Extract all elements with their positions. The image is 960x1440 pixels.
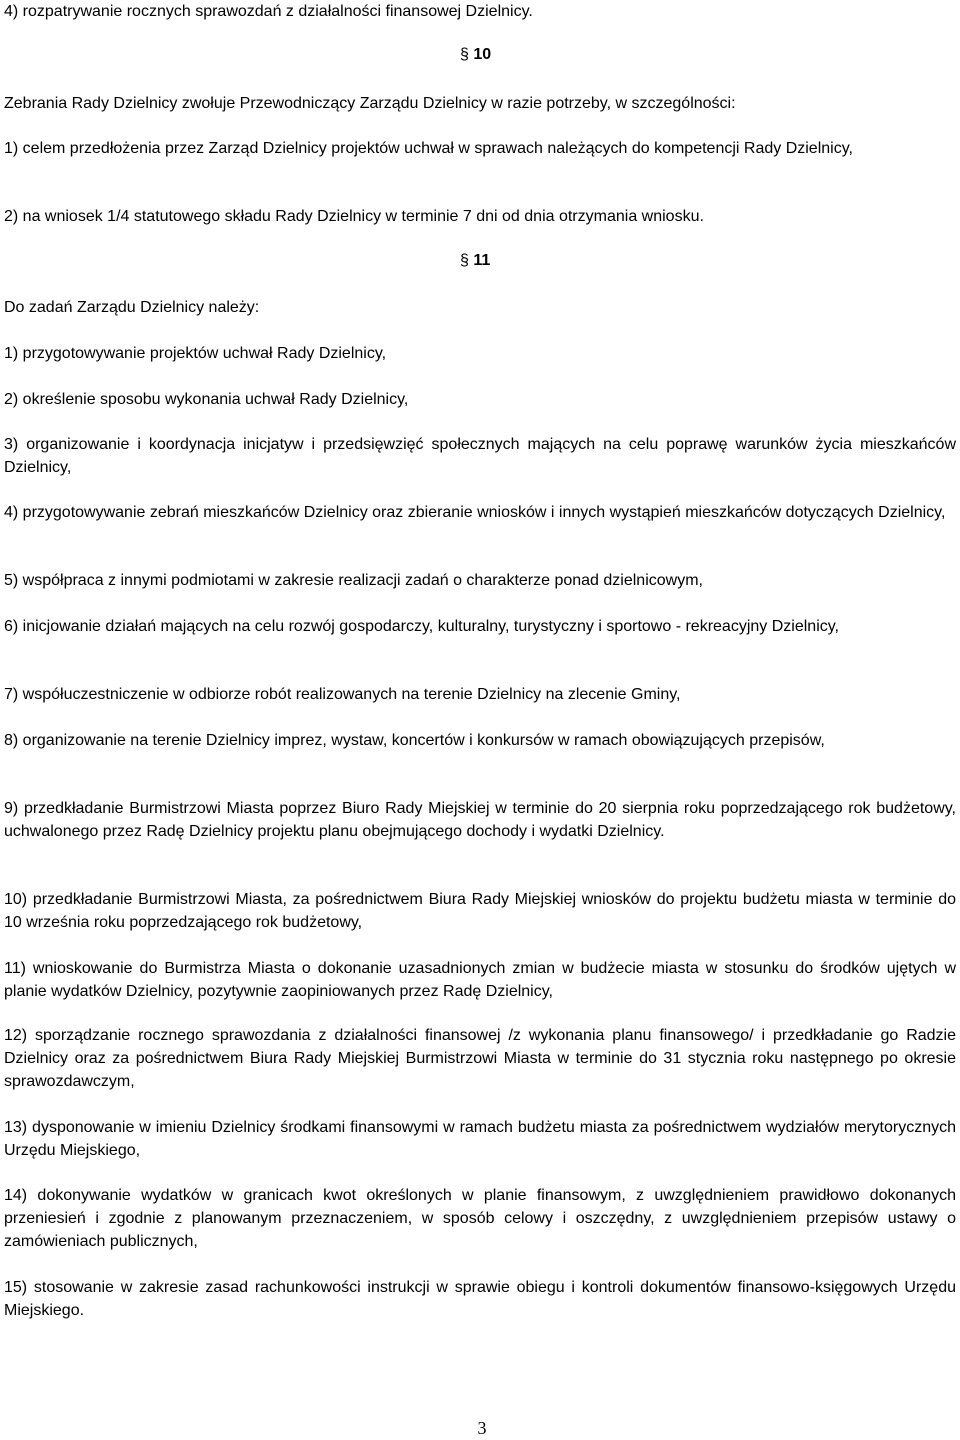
list-item: 10) przedkładanie Burmistrzowi Miasta, za pośrednictwem Biura Rady Miejskiej wniosków do projektu budżetu miasta w terminie do 10 września roku poprzedzającego rok budżetowy, <box>4 891 956 931</box>
list-item: 14) dokonywanie wydatków w granicach kwot określonych w planie finansowym, z uwzględnieniem prawidłowo dokonanych przeniesień i zgodnie z planowanym przeznaczeniem, w sposób celowy i oszczędny, z uwzględnieniem przepisów ustawy o zamówieniach publicznych, <box>4 1187 956 1250</box>
section-intro: Zebrania Rady Dzielnicy zwołuje Przewodniczący Zarządu Dzielnicy w razie potrzeby, w szczególności: <box>4 95 736 112</box>
list-item: 9) przedkładanie Burmistrzowi Miasta poprzez Biuro Rady Miejskiej w terminie do 20 sierpnia roku poprzedzającego rok budżetowy, uchwalonego przez Radę Dzielnicy projektu planu obejmującego dochody i wydatki Dzielnicy. <box>4 800 956 840</box>
list-item: 13) dysponowanie w imieniu Dzielnicy środkami finansowymi w ramach budżetu miasta za pośrednictwem wydziałów merytorycznych Urzędu Miejskiego, <box>4 1119 956 1159</box>
page-number: 3 <box>477 1418 487 1438</box>
list-item: 4) rozpatrywanie rocznych sprawozdań z działalności finansowej Dzielnicy. <box>4 3 533 20</box>
list-item: 5) współpraca z innymi podmiotami w zakresie realizacji zadań o charakterze ponad dzielnicowym, <box>4 572 703 589</box>
list-item: 1) przygotowywanie projektów uchwał Rady Dzielnicy, <box>4 345 387 362</box>
list-item: 12) sporządzanie rocznego sprawozdania z działalności finansowej /z wykonania planu finansowego/ i przedkładanie go Radzie Dzielnicy oraz za pośrednictwem Biura Rady Miejskiej Burmistrzowi Miasta w terminie do 31 stycznia roku następnego po okresie sprawozdawczym, <box>4 1027 956 1090</box>
list-item: 4) przygotowywanie zebrań mieszkańców Dzielnicy oraz zbieranie wniosków i innych wystąpień mieszkańców dotyczących Dzielnicy, <box>4 504 946 521</box>
list-item: 15) stosowanie w zakresie zasad rachunkowości instrukcji w sprawie obiegu i kontroli dokumentów finansowo-księgowych Urzędu Miejskiego. <box>4 1279 956 1319</box>
list-item: 6) inicjowanie działań mających na celu rozwój gospodarczy, kulturalny, turystyczny i sportowo - rekreacyjny Dzielnicy, <box>4 618 839 635</box>
section-heading-11 <box>460 251 490 271</box>
list-item: 3) organizowanie i koordynacja inicjatyw i przedsięwzięć społecznych mających na celu poprawę warunków życia mieszkańców Dzielnicy, <box>4 436 956 476</box>
section-symbol: § <box>460 46 469 63</box>
list-item: 11) wnioskowanie do Burmistrza Miasta o dokonanie uzasadnionych zmian w budżecie miasta w stosunku do środków ujętych w planie wydatków Dzielnicy, pozytywnie zaopiniowanych przez Radę Dzielnicy, <box>4 960 956 1000</box>
list-item: 7) współuczestniczenie w odbiorze robót realizowanych na terenie Dzielnicy na zlecenie Gminy, <box>4 686 681 703</box>
section-number: 10 <box>473 46 492 63</box>
list-item: 8) organizowanie na terenie Dzielnicy imprez, wystaw, koncertów i konkursów w ramach obowiązujących przepisów, <box>4 732 825 749</box>
section-number: 11 <box>473 252 491 269</box>
section-intro: Do zadań Zarządu Dzielnicy należy: <box>4 299 260 316</box>
list-item: 1) celem przedłożenia przez Zarząd Dzielnicy projektów uchwał w sprawach należących do kompetencji Rady Dzielnicy, <box>4 140 853 157</box>
list-item: 2) na wniosek 1/4 statutowego składu Rady Dzielnicy w terminie 7 dni od dnia otrzymania wniosku. <box>4 208 704 225</box>
list-item: 2) określenie sposobu wykonania uchwał Rady Dzielnicy, <box>4 391 409 408</box>
section-heading-10 <box>460 45 491 65</box>
section-symbol: § <box>460 252 469 269</box>
